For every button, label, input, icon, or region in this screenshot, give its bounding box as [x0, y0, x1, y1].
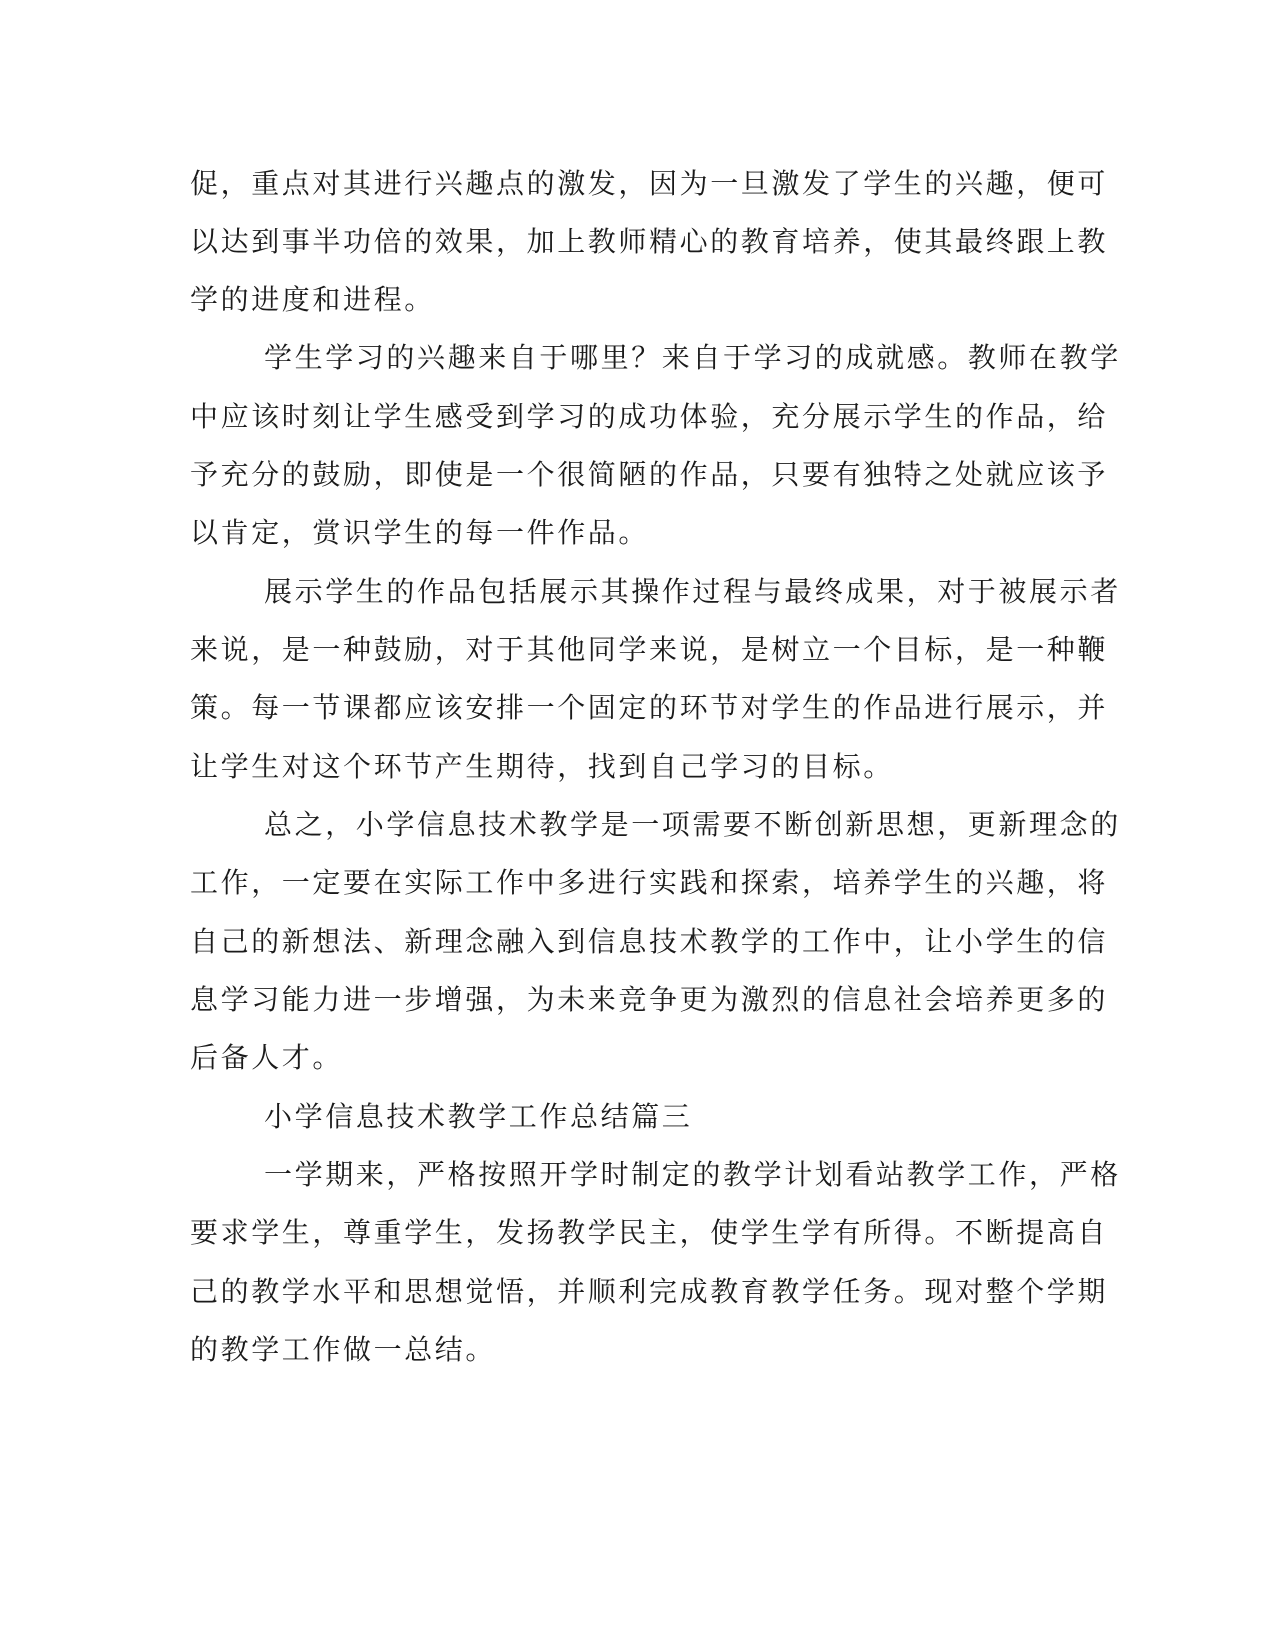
text-line: 工作，一定要在实际工作中多进行实践和探索，培养学生的兴趣，将	[190, 866, 1109, 899]
text-line: 后备人才。	[190, 1041, 344, 1074]
text-line: 学生学习的兴趣来自于哪里？来自于学习的成就感。教师在教学	[264, 341, 1121, 374]
text-line: 展示学生的作品包括展示其操作过程与最终成果，对于被展示者	[264, 575, 1121, 608]
text-line: 的教学工作做一总结。	[190, 1333, 497, 1366]
text-line: 息学习能力进一步增强，为未来竞争更为激烈的信息社会培养更多的	[190, 983, 1109, 1016]
text-line: 让学生对这个环节产生期待，找到自己学习的目标。	[190, 750, 894, 783]
text-line: 自己的新想法、新理念融入到信息技术教学的工作中，让小学生的信	[190, 925, 1109, 958]
text-line: 以肯定，赏识学生的每一件作品。	[190, 516, 650, 549]
text-line: 以达到事半功倍的效果，加上教师精心的教育培养，使其最终跟上教	[190, 225, 1109, 258]
text-line: 予充分的鼓励，即使是一个很简陋的作品，只要有独特之处就应该予	[190, 458, 1109, 491]
section-heading: 小学信息技术教学工作总结篇三	[264, 1100, 693, 1133]
text-line: 要求学生，尊重学生，发扬教学民主，使学生学有所得。不断提高自	[190, 1216, 1109, 1249]
text-line: 策。每一节课都应该安排一个固定的环节对学生的作品进行展示，并	[190, 691, 1109, 724]
text-line: 一学期来，严格按照开学时制定的教学计划看站教学工作，严格	[264, 1158, 1121, 1191]
text-line: 己的教学水平和思想觉悟，并顺利完成教育教学任务。现对整个学期	[190, 1275, 1109, 1308]
text-line: 总之，小学信息技术教学是一项需要不断创新思想，更新理念的	[264, 808, 1121, 841]
text-line: 来说，是一种鼓励，对于其他同学来说，是树立一个目标，是一种鞭	[190, 633, 1109, 666]
text-line: 促，重点对其进行兴趣点的激发，因为一旦激发了学生的兴趣，便可	[190, 167, 1109, 200]
text-line: 学的进度和进程。	[190, 283, 435, 316]
text-line: 中应该时刻让学生感受到学习的成功体验，充分展示学生的作品，给	[190, 400, 1109, 433]
